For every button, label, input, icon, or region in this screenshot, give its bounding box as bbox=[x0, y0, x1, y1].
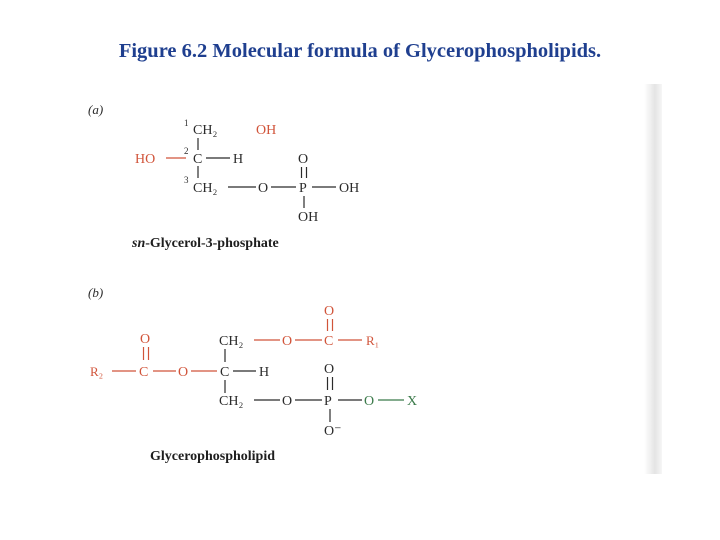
x-group: X bbox=[407, 394, 418, 409]
h-center: H bbox=[233, 152, 244, 167]
o-p-double: O bbox=[324, 362, 335, 377]
o-top-carbonyl: O bbox=[324, 304, 335, 319]
o-p-right: O bbox=[364, 394, 375, 409]
caption-b: Glycerophospholipid bbox=[150, 449, 276, 464]
panel-a bbox=[88, 102, 359, 251]
oh-right: OH bbox=[339, 181, 360, 196]
ch2-bottom-b: CH₂ bbox=[219, 394, 244, 409]
o-left-carbonyl: O bbox=[140, 332, 151, 347]
r2-group: R₂ bbox=[90, 364, 104, 379]
o-bottom-link: O bbox=[282, 394, 293, 409]
ch2-top: CH₂ bbox=[193, 123, 218, 138]
r1-group: R₁ bbox=[366, 333, 380, 348]
molecular-formula-figure bbox=[80, 84, 662, 474]
figure-title: Figure 6.2 Molecular formula of Glycerophospholipids. bbox=[118, 40, 602, 62]
panel-b bbox=[88, 285, 417, 464]
phosphorus-b: P bbox=[324, 394, 332, 409]
panel-b-label: (b) bbox=[88, 285, 104, 300]
o-left-link: O bbox=[178, 365, 189, 380]
carbon-number-1: 1 bbox=[184, 118, 189, 128]
c-center: C bbox=[193, 152, 203, 167]
structure-diagram bbox=[80, 84, 662, 474]
c-left: C bbox=[139, 365, 149, 380]
carbon-number-2: 2 bbox=[184, 146, 189, 156]
panel-a-label: (a) bbox=[88, 102, 104, 117]
carbon-number-3: 3 bbox=[184, 175, 189, 185]
o-top-link: O bbox=[282, 334, 293, 349]
phosphorus-a: P bbox=[299, 181, 307, 196]
oh-top: OH bbox=[256, 123, 277, 138]
h-center-b: H bbox=[259, 365, 270, 380]
c-top: C bbox=[324, 334, 334, 349]
caption-a-rest: -Glycerol-3-phosphate bbox=[145, 236, 279, 251]
c-center-b: C bbox=[220, 365, 230, 380]
caption-a bbox=[131, 236, 279, 251]
o-double-a: O bbox=[298, 152, 309, 167]
ho-left: HO bbox=[135, 152, 156, 167]
scan-edge-strip bbox=[644, 84, 662, 474]
o-p-bottom: O⁻ bbox=[324, 424, 342, 439]
caption-a-prefix: sn bbox=[132, 236, 146, 251]
o-link-a: O bbox=[258, 181, 269, 196]
ch2-top-b: CH₂ bbox=[219, 334, 244, 349]
oh-bottom: OH bbox=[298, 210, 319, 225]
ch2-bottom: CH₂ bbox=[193, 181, 218, 196]
